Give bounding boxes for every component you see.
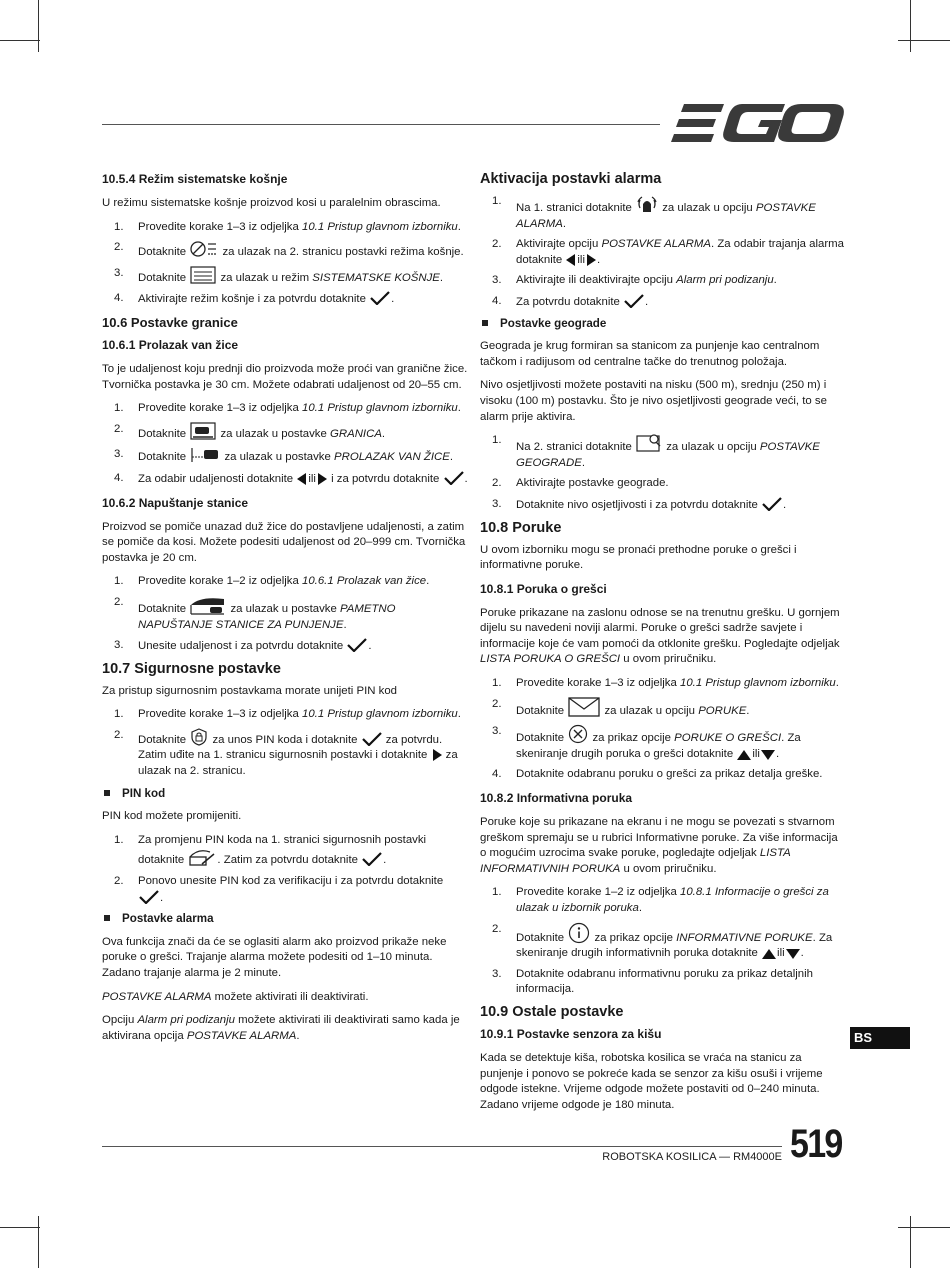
crop-mark bbox=[898, 40, 950, 41]
bullet-heading: PIN kod bbox=[102, 786, 468, 802]
security-shield-icon bbox=[190, 728, 208, 746]
list-item: 3. Unesite udaljenost i za potvrdu dotaknite . bbox=[114, 639, 372, 653]
checkmark-icon bbox=[444, 471, 464, 485]
list-item: 3. Dotaknite za prikaz opcije PORUKE O GREŠCI. Za skeniranje drugih poruka o grešci dotaknite ili . bbox=[492, 725, 801, 760]
arrow-right-icon bbox=[586, 254, 596, 266]
paragraph: Proizvod se pomiče unazad duž žice do postavljene udaljenosti, a zatim se pomiče da kosi. Možete podesiti udaljenost od 20–999 cm. Tvornička postavka je 20 cm. bbox=[102, 520, 466, 564]
list-item: 1. Provedite korake 1–2 iz odjeljka 10.8.1 Informacije o grešci za ulazak u izbornik poruka. bbox=[492, 886, 829, 914]
paragraph: POSTAVKE ALARMA možete aktivirati ili deaktivirati. bbox=[102, 990, 369, 1003]
footer-product: ROBOTSKA KOSILICA — RM4000E bbox=[602, 1151, 782, 1163]
list-item: 2. Dotaknite za unos PIN koda i dotaknite za potvrdu. Zatim uđite na 1. stranicu sigurnosnih postavki i dotaknite za ulazak na 2. stranicu. bbox=[114, 728, 458, 778]
section-title-10-5-4: 10.5.4 Režim sistematske košnje bbox=[102, 172, 288, 186]
crop-mark bbox=[38, 1216, 39, 1268]
boundary-icon bbox=[190, 422, 216, 440]
footer-rule bbox=[102, 1146, 782, 1147]
list-item: 3. Dotaknite nivo osjetljivosti i za potvrdu dotaknite . bbox=[492, 497, 787, 511]
crop-mark bbox=[910, 0, 911, 52]
systematic-mowing-icon bbox=[190, 266, 216, 284]
section-title-10-6-1: 10.6.1 Prolazak van žice bbox=[102, 337, 239, 352]
list-item: 4. Dotaknite odabranu poruku o grešci za prikaz detalja greške. bbox=[492, 768, 823, 781]
paragraph: Poruke prikazane na zaslonu odnose se na trenutnu grešku. U gornjem dijelu su navedeni noviji alarmi. Poruke o grešci sadrže savjete i informacije koje će vam pomoći da otklonite grešku. Pogledajte odjeljak LISTA PORUKA O GREŠCI u ovom priručniku. bbox=[480, 606, 840, 666]
page-number: 519 bbox=[790, 1122, 842, 1166]
mowing-settings-icon bbox=[190, 240, 218, 258]
paragraph: U režimu sistematske košnje proizvod kosi u paralelnim obrascima. bbox=[102, 197, 441, 209]
leave-station-icon bbox=[190, 595, 226, 615]
list-item: 1. Na 1. stranici dotaknite za ulazak u opciju POSTAVKE ALARMA. bbox=[492, 195, 816, 230]
paragraph: To je udaljenost koju prednji dio proizvoda može proći van granične žice. Tvornička postavka je 30 cm. Možete odabrati udaljenost od 20–55 cm. bbox=[102, 362, 468, 391]
list-item: 3. Dotaknite za ulazak u postavke PROLAZAK VAN ŽICE. bbox=[114, 448, 454, 464]
list-item: 1. Na 2. stranici dotaknite za ulazak u opciju POSTAVKE GEOGRADE. bbox=[492, 434, 820, 469]
arrow-down-icon bbox=[786, 949, 800, 959]
list-item: 3. Aktivirajte ili deaktivirajte opciju Alarm pri podizanju. bbox=[492, 274, 777, 287]
crop-mark bbox=[0, 40, 40, 41]
section-title-10-8: 10.8 Poruke bbox=[480, 519, 562, 536]
right-column bbox=[480, 170, 844, 1121]
section-title-10-8-2: 10.8.2 Informativna poruka bbox=[480, 791, 633, 806]
list-item: 4. Za odabir udaljenosti dotaknite ili i za potvrdu dotaknite . bbox=[114, 471, 468, 485]
messages-icon bbox=[568, 697, 600, 717]
list-item: 2. Ponovo unesite PIN kod za verifikaciju i za potvrdu dotaknite . bbox=[114, 875, 444, 904]
list-item: 2. Dotaknite za ulazak na 2. stranicu postavki režima košnje. bbox=[114, 241, 464, 259]
section-title-10-6-2: 10.6.2 Napuštanje stanice bbox=[102, 495, 249, 510]
paragraph: PIN kod možete promijeniti. bbox=[102, 810, 242, 823]
checkmark-icon bbox=[370, 291, 390, 305]
header-rule bbox=[102, 124, 660, 125]
checkmark-icon bbox=[762, 497, 782, 511]
paragraph: U ovom izborniku mogu se pronaći prethodne poruke o grešci i informativne poruke. bbox=[480, 543, 797, 572]
paragraph: Geograda je krug formiran sa stanicom za punjenje kao centralnom tačkom i radijusom od centralne tačke do trenutnog položaja. bbox=[480, 340, 820, 368]
left-column bbox=[102, 170, 468, 1052]
arrow-right-icon bbox=[432, 749, 442, 761]
paragraph: Opciju Alarm pri podizanju možete aktivirati ili deaktivirati samo kada je aktivirana opcija POSTAVKE ALARMA. bbox=[102, 1014, 460, 1042]
list-item: 1. Provedite korake 1–3 iz odjeljka 10.1 Pristup glavnom izborniku. bbox=[492, 677, 839, 690]
list-item: 1. Provedite korake 1–3 iz odjeljka 10.1 Pristup glavnom izborniku. bbox=[114, 220, 461, 233]
crop-mark bbox=[38, 0, 39, 52]
list-item: 2. Dotaknite za ulazak u postavke PAMETNO NAPUŠTANJE STANICE ZA PUNJENJE. bbox=[114, 595, 396, 631]
list-item: 1. Provedite korake 1–3 iz odjeljka 10.1 Pristup glavnom izborniku. bbox=[114, 402, 461, 415]
edit-pin-icon bbox=[188, 848, 216, 866]
section-title-10-6: 10.6 Postavke granice bbox=[102, 314, 238, 330]
list-item: 2. Dotaknite za ulazak u opciju PORUKE. bbox=[492, 697, 750, 717]
wire-overrun-icon bbox=[190, 447, 220, 463]
section-title-10-7: 10.7 Sigurnosne postavke bbox=[102, 660, 281, 677]
section-title-alarm-activation: Aktivacija postavki alarma bbox=[480, 171, 662, 187]
arrow-right-icon bbox=[317, 473, 327, 485]
list-item: 1. Provedite korake 1–3 iz odjeljka 10.1 Pristup glavnom izborniku. bbox=[114, 708, 461, 721]
checkmark-icon bbox=[362, 732, 382, 746]
paragraph: Ova funkcija znači da će se oglasiti alarm ako proizvod prikaže neke poruke o grešci. Trajanje alarma možete podesiti od 1–10 minuta. Zadano trajanje alarma je 2 minute. bbox=[102, 935, 447, 979]
list-item: 2. Dotaknite za prikaz opcije INFORMATIVNE PORUKE. Za skeniranje drugih informativnih poruka dotaknite ili . bbox=[492, 922, 833, 960]
section-title-10-9: 10.9 Ostale postavke bbox=[480, 1003, 624, 1020]
list-item: 2. Dotaknite za ulazak u postavke GRANICA. bbox=[114, 422, 386, 440]
info-icon bbox=[568, 922, 590, 944]
list-item: 4. Za potvrdu dotaknite . bbox=[492, 294, 649, 308]
list-item: 1. Za promjenu PIN koda na 1. stranici sigurnosnih postavki dotaknite . Zatim za potvrdu dotaknite . bbox=[114, 833, 427, 867]
error-icon bbox=[568, 724, 588, 744]
geofence-icon bbox=[636, 433, 662, 453]
ego-logo bbox=[670, 102, 845, 144]
bullet-heading: Postavke geograde bbox=[480, 316, 844, 332]
list-item: 4. Aktivirajte režim košnje i za potvrdu dotaknite . bbox=[114, 292, 395, 306]
arrow-up-icon bbox=[737, 750, 751, 760]
arrow-down-icon bbox=[761, 750, 775, 760]
alarm-icon bbox=[636, 194, 658, 214]
paragraph: Poruke koje su prikazane na ekranu i ne mogu se povezati s stvarnom greškom spremaju se u rubrici Informativne poruke. Za više informacija o mogućim uzrocima svake poruke, pogledajte odjeljak LISTA INFORMATIVNIH PORUKA u ovom priručniku. bbox=[480, 816, 838, 875]
arrow-left-icon bbox=[566, 254, 576, 266]
crop-mark bbox=[0, 1227, 40, 1228]
list-item: 1. Provedite korake 1–2 iz odjeljka 10.6.1 Prolazak van žice. bbox=[114, 575, 430, 588]
list-item: 3. Dotaknite za ulazak u režim SISTEMATSKE KOŠNJE. bbox=[114, 266, 444, 284]
list-item: 2. Aktivirajte postavke geograde. bbox=[492, 477, 669, 490]
section-title-10-8-1: 10.8.1 Poruka o grešci bbox=[480, 581, 607, 596]
language-tab: BS bbox=[850, 1027, 910, 1049]
checkmark-icon bbox=[624, 294, 644, 308]
crop-mark bbox=[910, 1216, 911, 1268]
section-title-10-9-1: 10.9.1 Postavke senzora za kišu bbox=[480, 1026, 662, 1041]
bullet-heading: Postavke alarma bbox=[102, 911, 468, 927]
crop-mark bbox=[898, 1227, 950, 1228]
checkmark-icon bbox=[347, 638, 367, 652]
arrow-up-icon bbox=[762, 949, 776, 959]
arrow-left-icon bbox=[297, 473, 307, 485]
list-item: 3. Dotaknite odabranu informativnu poruku za prikaz detaljnih informacija. bbox=[492, 967, 813, 996]
paragraph: Kada se detektuje kiša, robotska kosilica se vraća na stanicu za punjenje i ponovo se pokreće kada se senzor za kišu osuši i vrijeme odgode istekne. Vrijeme odgode možete postaviti od 0–240 minuta. Zadano vrijeme odgode je 180 minuta. bbox=[480, 1051, 823, 1111]
paragraph: Nivo osjetljivosti možete postaviti na nisku (500 m), srednju (250 m) i visoku (100 m) postavku. Što je nivo osjetljivosti geograde veći, to se alarm prije aktivira. bbox=[480, 379, 827, 423]
checkmark-icon bbox=[139, 890, 159, 904]
checkmark-icon bbox=[362, 852, 382, 866]
paragraph: Za pristup sigurnosnim postavkama morate unijeti PIN kod bbox=[102, 684, 398, 697]
list-item: 2. Aktivirajte opciju POSTAVKE ALARMA. Za odabir trajanja alarma dotaknite ili . bbox=[492, 238, 844, 266]
